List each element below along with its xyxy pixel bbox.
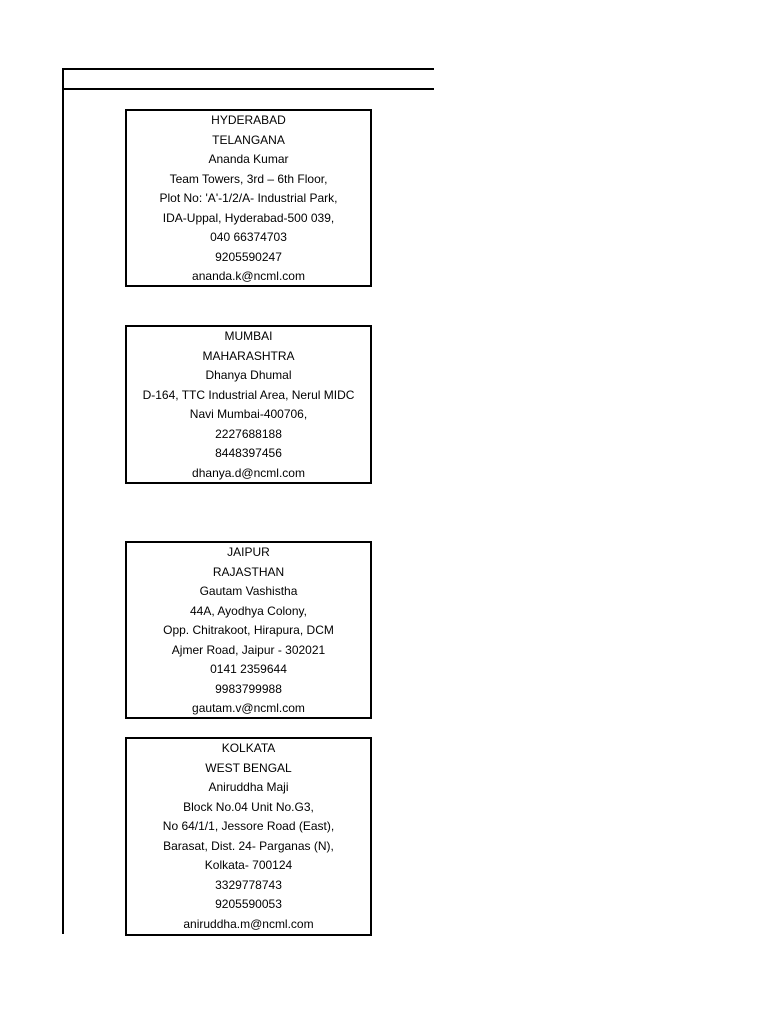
- contact-name: Ananda Kumar: [208, 152, 289, 166]
- table-header-border: [62, 88, 434, 90]
- address-line: Block No.04 Unit No.G3,: [183, 799, 314, 814]
- table-left-border: [62, 68, 64, 934]
- email-address: ananda.k@ncml.com: [192, 269, 305, 283]
- office-city: MUMBAI: [224, 329, 273, 343]
- address-line: Barasat, Dist. 24- Parganas (N),: [163, 838, 334, 853]
- office-state: TELANGANA: [212, 132, 285, 147]
- address-line: Kolkata- 700124: [204, 858, 293, 872]
- office-state: MAHARASHTRA: [202, 348, 295, 363]
- contact-name: Aniruddha Maji: [208, 780, 289, 794]
- office-card-kolkata: [125, 737, 372, 936]
- office-state: RAJASTHAN: [212, 564, 285, 579]
- address-line: No 64/1/1, Jessore Road (East),: [162, 819, 335, 833]
- office-card-jaipur: [125, 541, 372, 719]
- office-city: JAIPUR: [227, 545, 270, 559]
- email-address: aniruddha.m@ncml.com: [183, 916, 314, 931]
- phone-number: 2227688188: [215, 426, 282, 441]
- address-line: Ajmer Road, Jaipur - 302021: [171, 642, 326, 657]
- phone-number: 040 66374703: [210, 230, 287, 244]
- mobile-number: 9205590053: [215, 897, 282, 911]
- address-line: Team Towers, 3rd – 6th Floor,: [169, 171, 328, 186]
- address-line: IDA-Uppal, Hyderabad-500 039,: [162, 210, 335, 225]
- phone-number: 0141 2359644: [210, 662, 287, 676]
- email-address: dhanya.d@ncml.com: [192, 465, 305, 480]
- address-line: Plot No: 'A'-1/2/A- Industrial Park,: [159, 191, 338, 205]
- phone-number: 3329778743: [215, 877, 282, 892]
- table-top-border: [62, 68, 434, 70]
- address-line: Opp. Chitrakoot, Hirapura, DCM: [163, 623, 334, 637]
- mobile-number: 8448397456: [215, 446, 282, 460]
- office-city: KOLKATA: [221, 741, 276, 755]
- address-line: 44A, Ayodhya Colony,: [190, 603, 307, 618]
- email-address: gautam.v@ncml.com: [192, 701, 305, 715]
- office-city: HYDERABAD: [211, 113, 286, 127]
- mobile-number: 9205590247: [215, 249, 282, 264]
- office-card-mumbai: [125, 325, 372, 484]
- office-card-hyderabad: [125, 109, 372, 287]
- contact-name: Gautam Vashistha: [199, 584, 298, 598]
- contact-name: Dhanya Dhumal: [205, 368, 292, 382]
- address-line: Navi Mumbai-400706,: [189, 407, 308, 421]
- mobile-number: 9983799988: [215, 681, 282, 696]
- address-line: D-164, TTC Industrial Area, Nerul MIDC: [142, 387, 355, 402]
- office-state: WEST BENGAL: [205, 760, 292, 775]
